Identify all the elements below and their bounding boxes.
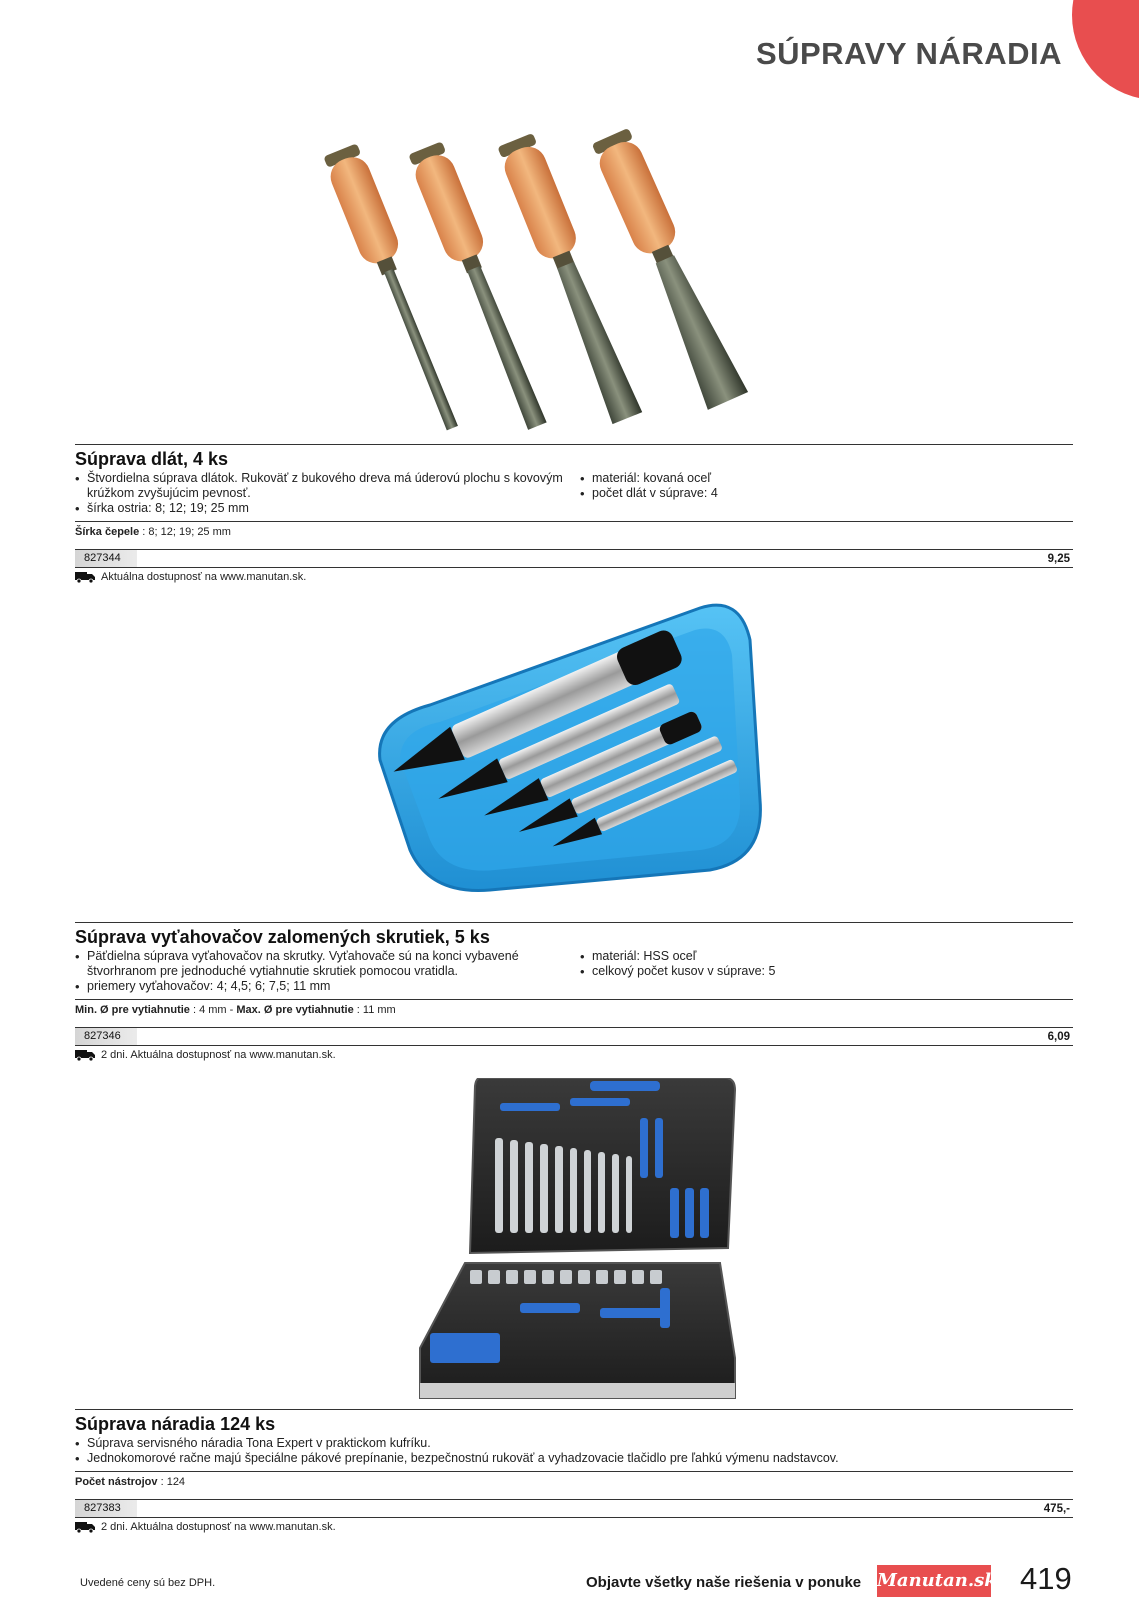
description-item: • Jednokomorové račne majú špeciálne pákové prepínanie, bezpečnostnú rukoväť a vyhadzovacie tlačidlo pre ľahkú výmenu nadstavcov.: [75, 1451, 1073, 1466]
description-list: [75, 949, 580, 994]
product-code[interactable]: 827346: [75, 1028, 137, 1045]
description-item: • Štvordielna súprava dlátok. Rukoväť z bukového dreva má úderovú plochu s kovovým krúžkom zvyšujúcim pevnosť.: [75, 471, 580, 501]
spec-value: : 4 mm -: [189, 1004, 237, 1016]
description-item: • materiál: HSS oceľ: [580, 949, 1073, 964]
product-code[interactable]: 827344: [75, 550, 137, 567]
spec-line: [75, 1471, 1073, 1490]
availability-text: Aktuálna dostupnosť na www.manutan.sk.: [101, 571, 307, 583]
description-item: • priemery vyťahovačov: 4; 4,5; 6; 7,5; 11 mm: [75, 979, 580, 994]
spec-label: Počet nástrojov: [75, 1476, 158, 1488]
product-title: Súprava náradia 124 ks: [75, 1414, 276, 1434]
spec-value: : 11 mm: [353, 1004, 396, 1016]
price-row: [75, 549, 1073, 568]
availability-row: [75, 571, 1073, 583]
description-item: • celkový počet kusov v súprave: 5: [580, 964, 1073, 979]
spec-label: Max. Ø pre vytiahnutie: [236, 1004, 354, 1016]
chisel-set-image: [300, 120, 840, 440]
section-title: SÚPRAVY NÁRADIA: [755, 36, 1062, 71]
delivery-truck-icon: [75, 1521, 96, 1533]
divider: [75, 1409, 1073, 1410]
product-title: Súprava dlát, 4 ks: [75, 449, 229, 469]
availability-text: 2 dni. Aktuálna dostupnosť na www.manutan.sk.: [101, 1521, 336, 1533]
description-item: • počet dlát v súprave: 4: [580, 486, 1073, 501]
tool-case-image: [410, 1078, 740, 1403]
divider: [75, 444, 1073, 445]
screw-extractor-set-image: [370, 600, 780, 900]
description-item: • Päťdielna súprava vyťahovačov na skrutky. Vyťahovače sú na konci vybavené štvorhranom pre jednoduché vytiahnutie skrutiek pomocou vratidla.: [75, 949, 580, 979]
product-tool-set-124: [75, 1409, 1073, 1533]
spec-label: Šírka čepele: [75, 526, 140, 538]
divider: [75, 922, 1073, 923]
description-item: • materiál: kovaná oceľ: [580, 471, 1073, 486]
spec-label: Min. Ø pre vytiahnutie: [75, 1004, 190, 1016]
description-item: • šírka ostria: 8; 12; 19; 25 mm: [75, 501, 580, 516]
page-number: 419: [1020, 1561, 1072, 1596]
description-item: • Súprava servisného náradia Tona Expert v praktickom kufríku.: [75, 1436, 1073, 1451]
product-screw-extractor-set: [75, 922, 1073, 1061]
price-note: Uvedené ceny sú bez DPH.: [80, 1577, 216, 1589]
product-price: 9,25: [1047, 552, 1070, 565]
spec-bullets: [580, 471, 1073, 501]
description-list: [75, 471, 580, 516]
footer-slogan: Objavte všetky naše riešenia v ponuke: [586, 1574, 862, 1591]
spec-bullets: [580, 949, 1073, 979]
spec-line: [75, 999, 1073, 1018]
spec-line: [75, 521, 1073, 540]
description-list: [75, 1436, 1073, 1466]
price-row: [75, 1499, 1073, 1518]
availability-row: [75, 1049, 1073, 1061]
product-price: 6,09: [1047, 1030, 1070, 1043]
manutan-logo[interactable]: Manutan.sk: [877, 1565, 991, 1597]
product-price: 475,-: [1043, 1502, 1070, 1515]
availability-text: 2 dni. Aktuálna dostupnosť na www.manutan.sk.: [101, 1049, 336, 1061]
product-code[interactable]: 827383: [75, 1500, 137, 1517]
spec-value: : 8; 12; 19; 25 mm: [139, 526, 231, 538]
product-chisel-set: [75, 444, 1073, 583]
delivery-truck-icon: [75, 571, 96, 583]
price-row: [75, 1027, 1073, 1046]
spec-value: : 124: [157, 1476, 186, 1488]
delivery-truck-icon: [75, 1049, 96, 1061]
availability-row: [75, 1521, 1073, 1533]
corner-accent-circle: [1072, 0, 1139, 100]
product-title: Súprava vyťahovačov zalomených skrutiek, 5 ks: [75, 927, 490, 947]
